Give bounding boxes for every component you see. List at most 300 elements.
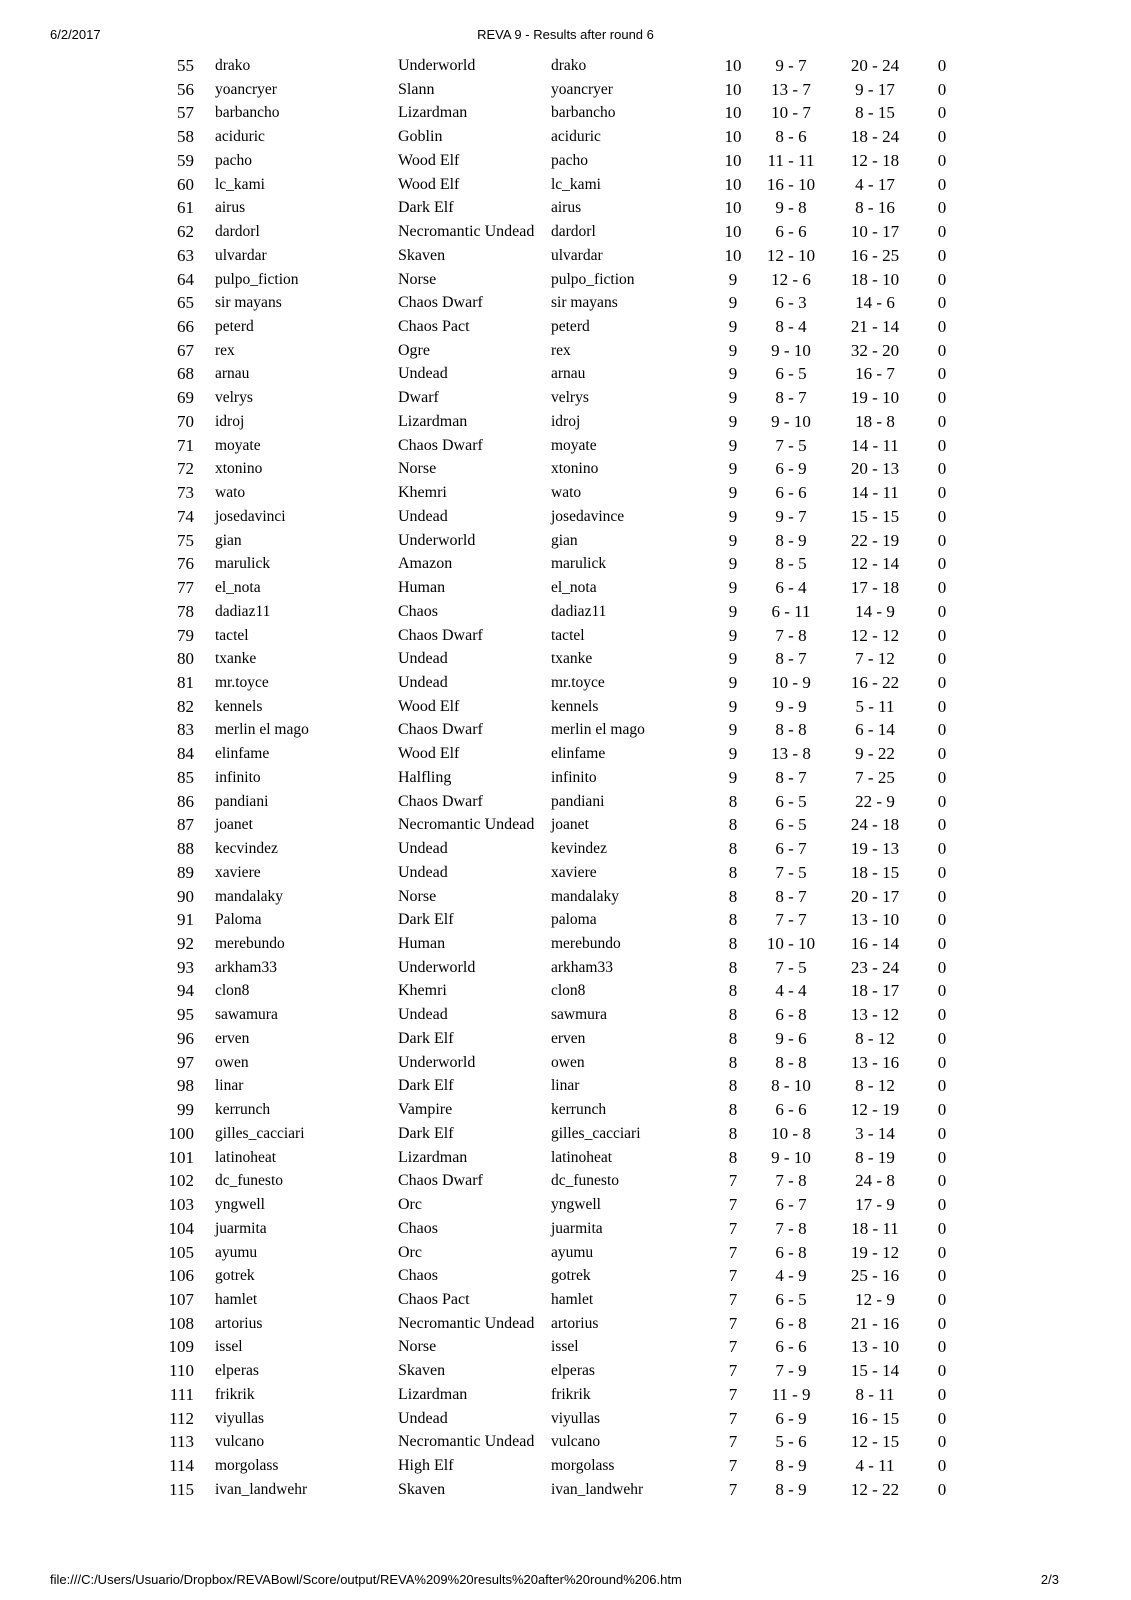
casualties-cell: 18 - 8 xyxy=(855,411,895,431)
team-race-cell: Skaven xyxy=(398,1480,446,1498)
points-cell: 8 xyxy=(728,1100,738,1120)
team-race-cell: Chaos Dwarf xyxy=(398,1172,483,1190)
coach-name-cell: arnau xyxy=(215,365,250,383)
touchdowns-cell: 5 - 6 xyxy=(775,1432,807,1452)
rank-cell: 61 xyxy=(177,198,194,218)
rank-cell: 66 xyxy=(177,317,194,337)
team-race-cell: Orc xyxy=(398,1196,422,1214)
touchdowns-cell: 6 - 5 xyxy=(775,815,807,835)
points-cell: 7 xyxy=(728,1432,738,1452)
casualties-cell: 7 - 12 xyxy=(855,649,895,669)
table-row xyxy=(0,78,1131,102)
team-race-cell: Undead xyxy=(398,1006,448,1024)
coach-name-cell: morgolass xyxy=(215,1457,279,1475)
touchdowns-cell: 6 - 6 xyxy=(775,483,807,503)
table-row xyxy=(0,386,1131,410)
casualties-cell: 8 - 16 xyxy=(855,198,895,218)
touchdowns-cell: 8 - 9 xyxy=(775,530,807,550)
team-name-cell: clon8 xyxy=(551,982,586,1000)
touchdowns-cell: 6 - 8 xyxy=(775,1242,807,1262)
team-name-cell: mandalaky xyxy=(551,887,620,905)
team-race-cell: Goblin xyxy=(398,128,443,146)
points-cell: 7 xyxy=(728,1408,738,1428)
team-race-cell: Dark Elf xyxy=(398,911,454,929)
table-row xyxy=(0,624,1131,648)
team-name-cell: arnau xyxy=(551,365,586,383)
touchdowns-cell: 8 - 9 xyxy=(775,1456,807,1476)
extra-cell: 0 xyxy=(937,625,947,645)
extra-cell: 0 xyxy=(937,720,947,740)
coach-name-cell: merebundo xyxy=(215,935,285,952)
coach-name-cell: artorius xyxy=(215,1314,263,1332)
coach-name-cell: marulick xyxy=(215,555,271,573)
coach-name-cell: clon8 xyxy=(215,982,250,1000)
table-row xyxy=(0,362,1131,386)
table-row xyxy=(0,837,1131,861)
touchdowns-cell: 11 - 9 xyxy=(771,1384,811,1404)
rank-cell: 55 xyxy=(177,56,194,75)
points-cell: 8 xyxy=(728,815,738,835)
table-row xyxy=(0,1169,1131,1193)
points-cell: 7 xyxy=(728,1456,738,1476)
table-row xyxy=(0,529,1131,553)
casualties-cell: 19 - 12 xyxy=(850,1242,900,1262)
extra-cell: 0 xyxy=(937,1052,947,1072)
extra-cell: 0 xyxy=(937,198,947,218)
table-row xyxy=(0,956,1131,980)
points-cell: 7 xyxy=(728,1266,738,1286)
points-cell: 9 xyxy=(728,435,738,455)
team-name-cell: gian xyxy=(551,531,578,549)
rank-cell: 78 xyxy=(177,601,194,621)
points-cell: 9 xyxy=(728,554,738,574)
team-race-cell: Human xyxy=(398,935,446,952)
team-race-cell: Human xyxy=(398,579,446,597)
points-cell: 8 xyxy=(728,791,738,811)
touchdowns-cell: 7 - 5 xyxy=(775,957,807,977)
team-race-cell: Dark Elf xyxy=(398,1029,454,1047)
coach-name-cell: velrys xyxy=(215,389,253,407)
table-row xyxy=(0,1122,1131,1146)
team-name-cell: linar xyxy=(551,1077,580,1095)
touchdowns-cell: 9 - 10 xyxy=(771,1147,811,1167)
team-race-cell: Undead xyxy=(398,365,448,383)
coach-name-cell: gian xyxy=(215,531,242,549)
touchdowns-cell: 9 - 6 xyxy=(775,1028,807,1048)
team-name-cell: yngwell xyxy=(551,1196,601,1214)
extra-cell: 0 xyxy=(937,696,947,716)
points-cell: 9 xyxy=(728,459,738,479)
touchdowns-cell: 6 - 3 xyxy=(775,293,807,313)
team-race-cell: Underworld xyxy=(398,531,476,549)
points-cell: 9 xyxy=(728,696,738,716)
points-cell: 7 xyxy=(728,1218,738,1238)
touchdowns-cell: 7 - 7 xyxy=(775,910,807,930)
touchdowns-cell: 7 - 8 xyxy=(775,625,807,645)
extra-cell: 0 xyxy=(937,1195,947,1215)
team-race-cell: Undead xyxy=(398,673,448,691)
touchdowns-cell: 6 - 8 xyxy=(775,1313,807,1333)
rank-cell: 85 xyxy=(177,767,194,787)
points-cell: 9 xyxy=(728,388,738,408)
team-race-cell: Norse xyxy=(398,460,437,478)
team-name-cell: marulick xyxy=(551,555,607,573)
touchdowns-cell: 6 - 9 xyxy=(775,1408,807,1428)
team-name-cell: velrys xyxy=(551,389,589,407)
points-cell: 7 xyxy=(728,1171,738,1191)
table-row xyxy=(0,1098,1131,1122)
extra-cell: 0 xyxy=(937,934,947,953)
coach-name-cell: frikrik xyxy=(215,1385,255,1403)
coach-name-cell: xaviere xyxy=(215,863,261,881)
team-name-cell: ayumu xyxy=(551,1243,594,1261)
coach-name-cell: ivan_landwehr xyxy=(215,1480,308,1498)
team-race-cell: Norse xyxy=(398,1338,437,1356)
casualties-cell: 32 - 20 xyxy=(850,340,900,360)
points-cell: 10 xyxy=(724,222,742,242)
team-race-cell: Chaos Dwarf xyxy=(398,721,483,739)
rank-cell: 87 xyxy=(177,815,194,835)
touchdowns-cell: 10 - 7 xyxy=(771,103,811,123)
team-name-cell: vulcano xyxy=(551,1433,601,1451)
team-race-cell: Wood Elf xyxy=(398,697,460,715)
points-cell: 7 xyxy=(728,1337,738,1357)
coach-name-cell: Paloma xyxy=(215,911,262,929)
team-race-cell: Halfling xyxy=(398,768,452,786)
touchdowns-cell: 7 - 5 xyxy=(775,862,807,882)
casualties-cell: 6 - 14 xyxy=(855,720,895,740)
coach-name-cell: mandalaky xyxy=(215,887,284,905)
table-row xyxy=(0,1288,1131,1312)
points-cell: 7 xyxy=(728,1361,738,1381)
team-race-cell: Chaos Pact xyxy=(398,1290,470,1308)
casualties-cell: 16 - 7 xyxy=(855,364,895,384)
rank-cell: 112 xyxy=(169,1408,194,1428)
table-row xyxy=(0,1359,1131,1383)
coach-name-cell: airus xyxy=(215,199,246,217)
table-row xyxy=(0,1146,1131,1170)
extra-cell: 0 xyxy=(937,1171,947,1191)
casualties-cell: 21 - 16 xyxy=(850,1313,900,1333)
table-row xyxy=(0,1217,1131,1241)
rank-cell: 67 xyxy=(177,340,194,360)
coach-name-cell: rex xyxy=(215,341,235,359)
table-row xyxy=(0,268,1131,292)
casualties-cell: 9 - 17 xyxy=(855,79,895,99)
extra-cell: 0 xyxy=(937,910,947,930)
coach-name-cell: hamlet xyxy=(215,1290,258,1308)
points-cell: 9 xyxy=(728,672,738,692)
extra-cell: 0 xyxy=(937,483,947,503)
casualties-cell: 4 - 17 xyxy=(855,174,895,194)
table-row xyxy=(0,1051,1131,1075)
extra-cell: 0 xyxy=(937,1456,947,1476)
rank-cell: 80 xyxy=(177,649,194,669)
extra-cell: 0 xyxy=(937,388,947,408)
table-row xyxy=(0,196,1131,220)
team-name-cell: gilles_cacciari xyxy=(551,1124,641,1142)
team-race-cell: Underworld xyxy=(398,1053,476,1071)
points-cell: 8 xyxy=(728,1123,738,1143)
points-cell: 9 xyxy=(728,530,738,550)
rank-cell: 68 xyxy=(177,364,194,384)
touchdowns-cell: 12 - 10 xyxy=(766,245,816,265)
touchdowns-cell: 9 - 8 xyxy=(775,198,807,218)
rank-cell: 73 xyxy=(177,483,194,503)
coach-name-cell: kecvindez xyxy=(215,840,278,858)
team-name-cell: pacho xyxy=(551,151,589,169)
casualties-cell: 13 - 12 xyxy=(850,1005,900,1025)
table-row xyxy=(0,813,1131,837)
table-row xyxy=(0,54,1131,78)
points-cell: 9 xyxy=(728,364,738,384)
rank-cell: 113 xyxy=(169,1432,194,1452)
extra-cell: 0 xyxy=(937,56,947,75)
points-cell: 8 xyxy=(728,1076,738,1096)
table-row xyxy=(0,600,1131,624)
table-row xyxy=(0,552,1131,576)
table-row xyxy=(0,244,1131,268)
extra-cell: 0 xyxy=(937,1028,947,1048)
table-row xyxy=(0,1241,1131,1265)
table-row xyxy=(0,1264,1131,1288)
extra-cell: 0 xyxy=(937,767,947,787)
team-name-cell: ivan_landwehr xyxy=(551,1480,644,1498)
coach-name-cell: yoancryer xyxy=(215,80,277,98)
coach-name-cell: barbancho xyxy=(215,104,280,122)
team-race-cell: Lizardman xyxy=(398,104,468,122)
rank-cell: 60 xyxy=(177,174,194,194)
team-race-cell: Necromantic Undead xyxy=(398,1433,535,1451)
coach-name-cell: arkham33 xyxy=(215,958,277,976)
team-name-cell: frikrik xyxy=(551,1385,591,1403)
team-race-cell: Undead xyxy=(398,507,448,525)
extra-cell: 0 xyxy=(937,649,947,669)
extra-cell: 0 xyxy=(937,245,947,265)
table-row xyxy=(0,149,1131,173)
casualties-cell: 19 - 10 xyxy=(850,388,900,408)
rank-cell: 89 xyxy=(177,862,194,882)
coach-name-cell: joanet xyxy=(215,816,253,834)
table-row xyxy=(0,1335,1131,1359)
casualties-cell: 15 - 14 xyxy=(850,1361,900,1381)
team-name-cell: elperas xyxy=(551,1362,595,1380)
team-name-cell: wato xyxy=(551,484,582,502)
rank-cell: 101 xyxy=(168,1147,194,1167)
casualties-cell: 5 - 11 xyxy=(855,696,895,716)
coach-name-cell: dc_funesto xyxy=(215,1172,284,1190)
points-cell: 7 xyxy=(728,1384,738,1404)
casualties-cell: 14 - 11 xyxy=(851,483,899,503)
team-race-cell: Necromantic Undead xyxy=(398,1314,535,1332)
team-race-cell: Khemri xyxy=(398,982,447,1000)
points-cell: 7 xyxy=(728,1289,738,1309)
team-name-cell: el_nota xyxy=(551,579,597,597)
extra-cell: 0 xyxy=(937,103,947,123)
rank-cell: 97 xyxy=(177,1052,194,1072)
rank-cell: 82 xyxy=(177,696,194,716)
touchdowns-cell: 8 - 9 xyxy=(775,1479,807,1499)
table-row xyxy=(0,885,1131,909)
points-cell: 10 xyxy=(724,79,742,99)
extra-cell: 0 xyxy=(937,506,947,526)
team-race-cell: Wood Elf xyxy=(398,745,460,763)
points-cell: 9 xyxy=(728,767,738,787)
touchdowns-cell: 4 - 9 xyxy=(775,1266,807,1286)
touchdowns-cell: 8 - 7 xyxy=(775,767,807,787)
rank-cell: 94 xyxy=(177,981,194,1001)
extra-cell: 0 xyxy=(937,839,947,859)
extra-cell: 0 xyxy=(937,150,947,170)
rank-cell: 59 xyxy=(177,150,194,170)
team-name-cell: aciduric xyxy=(551,128,601,146)
touchdowns-cell: 7 - 9 xyxy=(775,1361,807,1381)
rank-cell: 98 xyxy=(177,1076,194,1096)
table-row xyxy=(0,647,1131,671)
rank-cell: 90 xyxy=(177,886,194,906)
extra-cell: 0 xyxy=(937,672,947,692)
team-name-cell: hamlet xyxy=(551,1290,594,1308)
team-race-cell: Chaos Dwarf xyxy=(398,792,483,810)
touchdowns-cell: 13 - 7 xyxy=(771,79,811,99)
table-row xyxy=(0,101,1131,125)
casualties-cell: 12 - 19 xyxy=(850,1100,900,1120)
team-name-cell: airus xyxy=(551,199,582,217)
points-cell: 10 xyxy=(724,174,742,194)
table-row xyxy=(0,410,1131,434)
coach-name-cell: ayumu xyxy=(215,1243,258,1261)
team-name-cell: rex xyxy=(551,341,571,359)
team-race-cell: Chaos Dwarf xyxy=(398,626,483,644)
team-name-cell: josedavince xyxy=(551,507,625,525)
coach-name-cell: latinoheat xyxy=(215,1148,277,1166)
touchdowns-cell: 6 - 6 xyxy=(775,1337,807,1357)
team-race-cell: Chaos xyxy=(398,602,438,620)
touchdowns-cell: 8 - 8 xyxy=(775,720,807,740)
team-name-cell: juarmita xyxy=(551,1219,603,1237)
team-race-cell: Dwarf xyxy=(398,389,439,407)
rank-cell: 102 xyxy=(168,1171,194,1191)
points-cell: 8 xyxy=(728,957,738,977)
team-race-cell: Undead xyxy=(398,863,448,881)
rank-cell: 84 xyxy=(177,744,194,764)
extra-cell: 0 xyxy=(937,957,947,977)
coach-name-cell: el_nota xyxy=(215,579,261,597)
table-row xyxy=(0,695,1131,719)
casualties-cell: 12 - 15 xyxy=(850,1432,900,1452)
table-row xyxy=(0,291,1131,315)
team-name-cell: lc_kami xyxy=(551,175,601,193)
extra-cell: 0 xyxy=(937,1361,947,1381)
casualties-cell: 16 - 22 xyxy=(850,672,900,692)
table-row xyxy=(0,1430,1131,1454)
points-cell: 8 xyxy=(728,1028,738,1048)
points-cell: 8 xyxy=(728,1052,738,1072)
table-row xyxy=(0,766,1131,790)
coach-name-cell: xtonino xyxy=(215,460,263,478)
coach-name-cell: dadiaz11 xyxy=(215,602,271,620)
team-name-cell: dardorl xyxy=(551,223,596,241)
table-row xyxy=(0,718,1131,742)
team-race-cell: Khemri xyxy=(398,484,447,502)
coach-name-cell: peterd xyxy=(215,318,254,336)
rank-cell: 88 xyxy=(177,839,194,859)
touchdowns-cell: 10 - 10 xyxy=(766,934,816,953)
rank-cell: 74 xyxy=(177,506,194,526)
coach-name-cell: mr.toyce xyxy=(215,673,269,691)
team-name-cell: dc_funesto xyxy=(551,1172,620,1190)
team-race-cell: Necromantic Undead xyxy=(398,223,535,241)
table-row xyxy=(0,1478,1131,1502)
casualties-cell: 7 - 25 xyxy=(855,767,895,787)
casualties-cell: 8 - 15 xyxy=(855,103,895,123)
points-cell: 7 xyxy=(728,1195,738,1215)
points-cell: 8 xyxy=(728,1005,738,1025)
touchdowns-cell: 6 - 4 xyxy=(775,578,807,598)
rank-cell: 86 xyxy=(177,791,194,811)
touchdowns-cell: 7 - 8 xyxy=(775,1218,807,1238)
coach-name-cell: gilles_cacciari xyxy=(215,1124,305,1142)
casualties-cell: 15 - 15 xyxy=(850,506,900,526)
coach-name-cell: linar xyxy=(215,1077,244,1095)
extra-cell: 0 xyxy=(937,79,947,99)
team-race-cell: Lizardman xyxy=(398,412,468,430)
team-name-cell: infinito xyxy=(551,768,597,786)
extra-cell: 0 xyxy=(937,1242,947,1262)
page-number: 2/3 xyxy=(1040,1572,1059,1587)
touchdowns-cell: 6 - 6 xyxy=(775,222,807,242)
points-cell: 8 xyxy=(728,886,738,906)
rank-cell: 115 xyxy=(169,1479,194,1499)
rank-cell: 103 xyxy=(168,1195,194,1215)
coach-name-cell: pulpo_fiction xyxy=(215,270,299,288)
extra-cell: 0 xyxy=(937,364,947,384)
coach-name-cell: moyate xyxy=(215,436,261,454)
extra-cell: 0 xyxy=(937,1076,947,1096)
extra-cell: 0 xyxy=(937,1337,947,1357)
touchdowns-cell: 12 - 6 xyxy=(771,269,811,289)
rank-cell: 99 xyxy=(177,1100,194,1120)
rank-cell: 95 xyxy=(177,1005,194,1025)
rank-cell: 93 xyxy=(177,957,194,977)
casualties-cell: 19 - 13 xyxy=(850,839,900,859)
team-race-cell: Chaos xyxy=(398,1267,438,1285)
casualties-cell: 24 - 18 xyxy=(850,815,900,835)
coach-name-cell: tactel xyxy=(215,626,249,644)
team-name-cell: arkham33 xyxy=(551,958,613,976)
table-row xyxy=(0,315,1131,339)
team-name-cell: mr.toyce xyxy=(551,673,605,691)
extra-cell: 0 xyxy=(937,222,947,242)
rank-cell: 65 xyxy=(177,293,194,313)
team-race-cell: Undead xyxy=(398,840,448,858)
rank-cell: 109 xyxy=(168,1337,194,1357)
casualties-cell: 8 - 19 xyxy=(855,1147,895,1167)
coach-name-cell: pacho xyxy=(215,151,253,169)
table-row xyxy=(0,505,1131,529)
touchdowns-cell: 6 - 5 xyxy=(775,364,807,384)
coach-name-cell: kennels xyxy=(215,697,263,715)
table-row xyxy=(0,1193,1131,1217)
touchdowns-cell: 8 - 8 xyxy=(775,1052,807,1072)
extra-cell: 0 xyxy=(937,1123,947,1143)
extra-cell: 0 xyxy=(937,578,947,598)
points-cell: 7 xyxy=(728,1313,738,1333)
rank-cell: 105 xyxy=(168,1242,194,1262)
team-name-cell: elinfame xyxy=(551,745,606,763)
casualties-cell: 18 - 24 xyxy=(850,127,900,147)
extra-cell: 0 xyxy=(937,293,947,313)
